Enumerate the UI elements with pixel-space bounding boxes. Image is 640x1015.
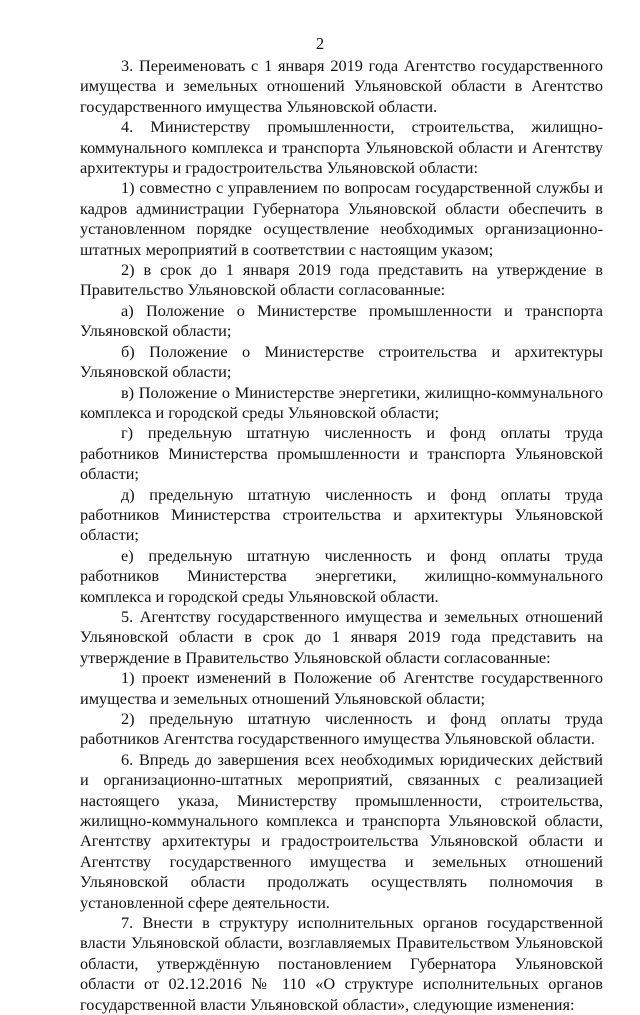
page-number: 2 xyxy=(315,34,325,53)
paragraph-subitem-4-2-d: д) предельную штатную численность и фонд оплаты труда работников Министерства строительства и архитектуры Ульяновской области; xyxy=(80,484,603,545)
paragraph-item-6: 6. Впредь до завершения всех необходимых юридических действий и организационно-штатных мероприятий, связанных с реализацией настоящего указа, Министерству промышленности, строительства, жилищно-коммунального комплекса и транспорта Ульяновской области, Агентству архитектуры и градостроительства Ульяновской области и Агентству государственного имущества и земельных отношений Ульяновской области продолжать осуществлять полномочия в установленной сфере деятельности. xyxy=(80,749,603,912)
paragraph-subitem-5-1: 1) проект изменений в Положение об Агентстве государственного имущества и земельных отношений Ульяновской области; xyxy=(80,668,603,708)
paragraph-subitem-4-2-e: е) предельную штатную численность и фонд оплаты труда работников Министерства энергетики, жилищно-коммунального комплекса и городской среды Ульяновской области. xyxy=(80,545,603,606)
paragraph-subitem-5-2: 2) предельную штатную численность и фонд оплаты труда работников Агентства государственного имущества Ульяновской области. xyxy=(80,709,603,749)
paragraph-subitem-4-2-a: а) Положение о Министерстве промышленности и транспорта Ульяновской области; xyxy=(80,300,603,341)
paragraph-subitem-4-2-v: в) Положение о Министерстве энергетики, жилищно-коммунального комплекса и городской среды Ульяновской области; xyxy=(80,382,603,422)
paragraph-subitem-4-2-g: г) предельную штатную численность и фонд оплаты труда работников Министерства промышленности и транспорта Ульяновской области; xyxy=(80,423,603,484)
paragraph-subitem-4-1: 1) совместно с управлением по вопросам государственной службы и кадров администрации Губернатора Ульяновской области обеспечить в установленном порядке осуществление необходимых организационно-штатных мероприятий в соответствии с настоящим указом; xyxy=(80,178,603,259)
document-body xyxy=(80,56,603,1015)
paragraph-item-5: 5. Агентству государственного имущества и земельных отношений Ульяновской области в срок до 1 января 2019 года представить на утверждение в Правительство Ульяновской области согласованные: xyxy=(80,606,603,667)
paragraph-item-7: 7. Внести в структуру исполнительных органов государственной власти Ульяновской области, возглавляемых Правительством Ульяновской области, утверждённую постановлением Губернатора Ульяновской области от 02.12.2016 № 110 «О структуре исполнительных органов государственной власти Ульяновской области», следующие изменения: xyxy=(80,913,603,1014)
paragraph-item-4: 4. Министерству промышленности, строительства, жилищно-коммунального комплекса и транспорта Ульяновской области и Агентству архитектуры и градостроительства Ульяновской области: xyxy=(80,117,603,178)
paragraph-subitem-4-2-b: б) Положение о Министерстве строительства и архитектуры Ульяновской области; xyxy=(80,341,603,382)
paragraph-subitem-4-2: 2) в срок до 1 января 2019 года представить на утверждение в Правительство Ульяновской области согласованные: xyxy=(80,260,603,300)
paragraph-item-3: 3. Переименовать с 1 января 2019 года Агентство государственного имущества и земельных отношений Ульяновской области в Агентство государственного имущества Ульяновской области. xyxy=(80,56,603,116)
